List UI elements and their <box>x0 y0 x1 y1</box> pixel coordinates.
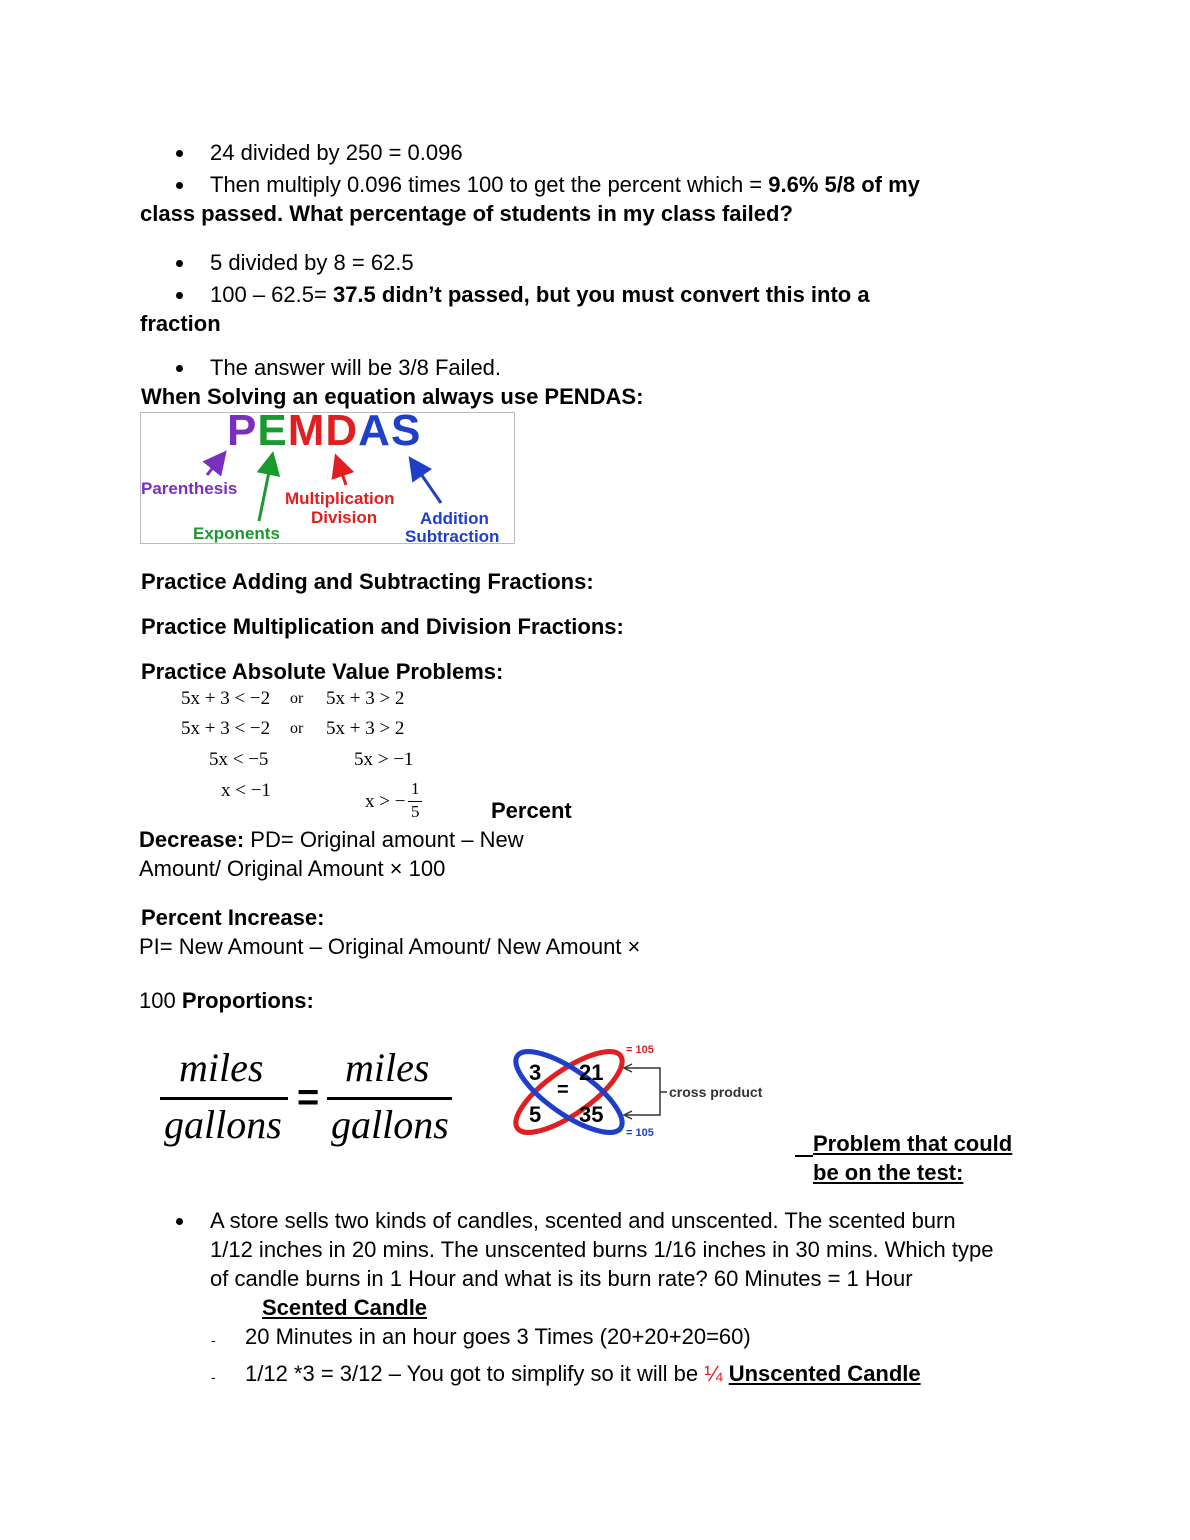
cross-bracket <box>626 1068 660 1115</box>
pemdas-parenthesis: Parenthesis <box>141 479 238 498</box>
arrow-parenthesis <box>207 455 223 475</box>
line-multiply-text: Then multiply 0.096 times 100 to get the percent which = <box>210 172 769 197</box>
heading-add-sub-text: Practice Adding and Subtracting Fractions: <box>141 569 594 594</box>
bullet-icon <box>176 150 183 157</box>
line-24-div-250: 24 divided by 250 = 0.096 <box>210 140 463 165</box>
arrow-addition <box>412 461 441 503</box>
bottom-result: = 105 <box>626 1127 654 1139</box>
left-denominator: gallons <box>164 1102 282 1147</box>
line-multiply <box>210 172 920 198</box>
pemdas-word <box>227 412 421 453</box>
pendas-heading <box>141 384 643 410</box>
cross-num-3: 3 <box>529 1060 542 1085</box>
pemdas-letter-a: A <box>358 412 391 455</box>
proportion-equals: = <box>297 1077 320 1119</box>
abs-r2-right: 5x + 3 > 2 <box>326 718 405 739</box>
hundred-text: 100 <box>139 988 182 1013</box>
line-100-minus-text: 100 – 62.5= <box>210 282 333 307</box>
heading-mul-div-text: Practice Multiplication and Division Fractions: <box>141 614 624 639</box>
abs-r4-left: x < −1 <box>221 780 271 801</box>
pemdas-letter-p: P <box>227 412 258 455</box>
abs-r1-right: 5x + 3 > 2 <box>326 688 405 709</box>
pemdas-letter-d: D <box>325 412 359 455</box>
right-numerator: miles <box>345 1045 430 1090</box>
pemdas-letter-e: E <box>257 412 288 455</box>
left-numerator: miles <box>179 1045 264 1090</box>
red-ellipse <box>505 1040 633 1145</box>
fraction-word-text: fraction <box>140 311 221 336</box>
abs-r2-left: 5x + 3 < −2 <box>181 718 271 739</box>
decrease-formula-b: Amount/ Original Amount × 100 <box>139 856 446 881</box>
abs-r3-right: 5x > −1 <box>354 749 414 770</box>
problem-heading-2: be on the test: <box>813 1160 964 1185</box>
percent-decrease-line <box>139 827 524 853</box>
cross-num-eq: = <box>557 1079 569 1101</box>
heading-abs <box>141 659 503 685</box>
heading-add-sub <box>141 569 594 595</box>
proportions-line <box>139 988 314 1014</box>
abs-r2-or: or <box>290 720 304 737</box>
pemdas-letter-m: M <box>287 412 326 455</box>
line-100-minus-bold: 37.5 didn’t passed, but you must convert this into a <box>332 282 870 307</box>
one-quarter-red: ¼ <box>704 1361 723 1386</box>
abs-r1-or: or <box>290 690 304 707</box>
decrease-formula-a: PD= Original amount – New <box>244 827 524 852</box>
heading-abs-text: Practice Absolute Value Problems: <box>141 659 504 684</box>
bullet-icon <box>176 292 183 299</box>
proportions-heading: Proportions: <box>181 988 314 1013</box>
class-passed-question <box>140 201 793 227</box>
arrow-multiplication <box>337 459 346 485</box>
cross-product-figure <box>505 1040 780 1145</box>
dash-marker: - <box>211 1332 216 1348</box>
cross-num-5: 5 <box>529 1102 542 1127</box>
blue-ellipse <box>505 1040 633 1145</box>
problem-heading-underline-lead <box>795 1155 813 1157</box>
pemdas-division: Division <box>311 508 378 527</box>
percent-word <box>491 798 572 824</box>
abs-r4-numerator: 1 <box>411 779 420 798</box>
abs-r4-right: x > − <box>365 791 406 812</box>
line-5-div-8: 5 divided by 8 = 62.5 <box>210 250 414 275</box>
arrow-exponents <box>259 457 272 521</box>
line-multiply-bold: 9.6% 5/8 of my <box>768 172 920 197</box>
pemdas-exponents: Exponents <box>193 524 280 543</box>
dash-marker: - <box>211 1369 216 1385</box>
decrease-label: Decrease: <box>139 827 245 852</box>
percent-word-text: Percent <box>491 798 572 823</box>
pemdas-subtraction: Subtraction <box>405 527 500 544</box>
percent-increase-heading <box>141 905 324 931</box>
problem-line-1: A store sells two kinds of candles, scented and unscented. The scented burn <box>210 1208 956 1233</box>
abs-r4-denominator: 5 <box>411 802 420 821</box>
problem-heading-1: Problem that could <box>813 1131 1013 1156</box>
left-fraction-bar <box>160 1097 288 1100</box>
cross-num-21: 21 <box>579 1060 604 1085</box>
abs-r3-left: 5x < −5 <box>209 749 269 770</box>
pemdas-figure <box>140 412 515 544</box>
percent-increase-heading-text: Percent Increase: <box>141 905 325 930</box>
fraction-word <box>140 311 221 337</box>
scented-candle-heading: Scented Candle <box>262 1295 428 1320</box>
bullet-icon <box>176 365 183 372</box>
pemdas-letter-s: S <box>390 412 422 455</box>
right-fraction-bar <box>327 1097 452 1100</box>
dash-line-2-text: 1/12 *3 = 3/12 – You got to simplify so it will be <box>245 1361 705 1386</box>
bullet-icon <box>176 1218 183 1225</box>
increase-formula: PI= New Amount – Original Amount/ New Amount × <box>139 934 641 959</box>
right-denominator: gallons <box>331 1102 449 1147</box>
unscented-candle-heading: Unscented Candle <box>728 1361 921 1386</box>
class-passed-question-text: class passed. What percentage of students in my class failed? <box>140 201 793 226</box>
dash-line-2 <box>245 1361 921 1387</box>
top-result: = 105 <box>626 1044 654 1056</box>
abs-r1-left: 5x + 3 < −2 <box>181 688 271 709</box>
problem-line-3: of candle burns in 1 Hour and what is its burn rate? 60 Minutes = 1 Hour <box>210 1266 913 1291</box>
bullet-icon <box>176 182 183 189</box>
bullet-icon <box>176 260 183 267</box>
cross-num-35: 35 <box>579 1102 604 1127</box>
answer-line: The answer will be 3/8 Failed. <box>210 355 502 380</box>
cross-product-label: cross product <box>669 1084 763 1100</box>
pemdas-multiplication: Multiplication <box>285 489 395 508</box>
pemdas-addition: Addition <box>420 509 489 528</box>
problem-line-2: 1/12 inches in 20 mins. The unscented burns 1/16 inches in 30 mins. Which type <box>210 1237 994 1262</box>
pendas-heading-text: When Solving an equation always use PENDAS: <box>141 384 644 409</box>
dash-line-1: 20 Minutes in an hour goes 3 Times (20+20+20=60) <box>245 1324 751 1349</box>
heading-mul-div <box>141 614 624 640</box>
line-100-minus <box>210 282 870 308</box>
